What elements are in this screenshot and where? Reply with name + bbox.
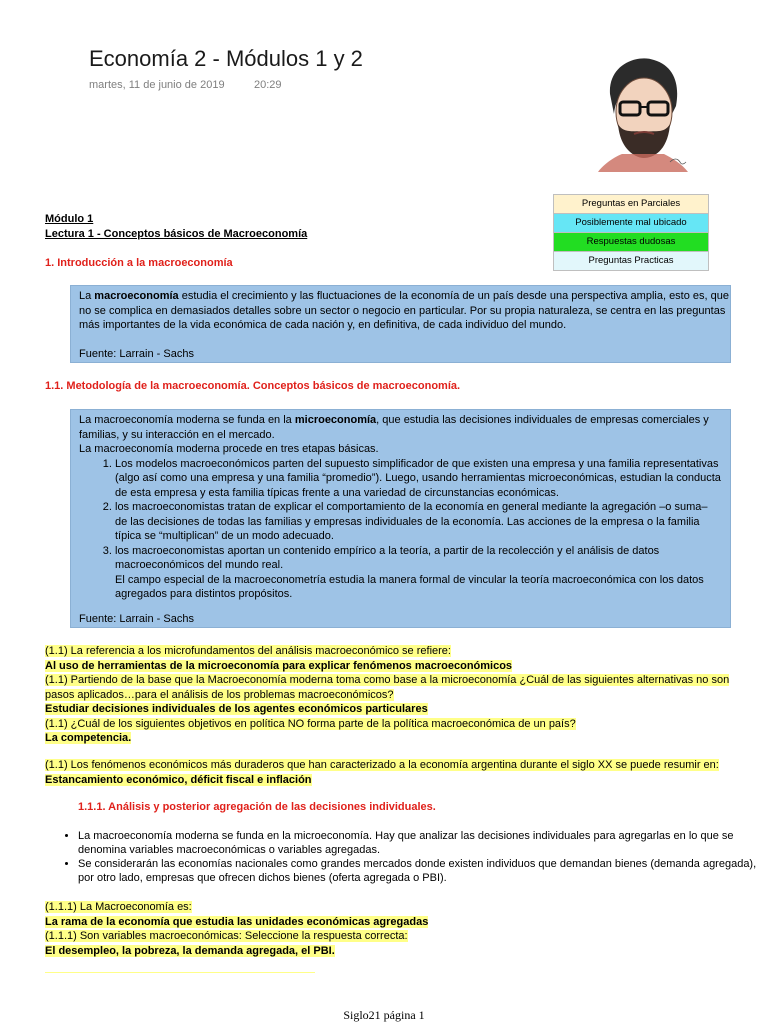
methodology-step-3-extra: El campo especial de la macroeconometría estudia la manera formal de vincular la teoría macroeconómica con los datos agregados para distintos propósitos. xyxy=(115,573,704,600)
answer-text: La rama de la economía que estudia las unidades económicas agregadas xyxy=(45,915,429,928)
intro-bold-term: macroeconomía xyxy=(94,290,179,302)
methodology-step: 1. Los modelos macroeconómicos parten del supuesto simplificador de que existen una empresa y una familia representativas (algo así como una empresa y una familia “promedio”). Luego, usando herramientas microeconómicas, estudian la conducta de esta empresa y esta familia típicas frente a una variedad de circunstancias económicas. xyxy=(115,457,722,501)
section-1-1-heading: 1.1. Metodología de la macroeconomía. Conceptos básicos de macroeconomía. xyxy=(45,380,461,392)
legend-table xyxy=(553,194,709,271)
methodology-steps-list xyxy=(79,457,722,602)
section-1-1-1-heading: 1.1.1. Análisis y posterior agregación de las decisiones individuales. xyxy=(78,801,436,813)
question-text: (1.1.1) La Macroeconomía es: xyxy=(45,901,192,913)
qa-block-3 xyxy=(45,900,745,958)
page-date: martes, 11 de junio de 2019 xyxy=(89,79,225,91)
legend-row-dudosas: Respuestas dudosas xyxy=(554,233,708,252)
page-footer: Siglo21 página 1 xyxy=(343,1008,425,1022)
intro-source: Fuente: Larrain - Sachs xyxy=(79,348,194,360)
qa-block-2 xyxy=(45,758,745,787)
lecture-title: Lectura 1 - Conceptos básicos de Macroeconomía xyxy=(45,228,308,240)
legend-row-mal-ubicado: Posiblemente mal ubicado xyxy=(554,214,708,233)
intro-text: estudia el crecimiento y las fluctuaciones de la economía de un país desde una perspectiva amplia, esto es, que no se complica en demasiados detalles sobre un sector o negocio en particular. Por su propia naturaleza, se centra en las preguntas más importantes de la vida económica de cada nación y, en definitiva, de cada individuo del mundo. xyxy=(79,290,729,331)
question-text: (1.1) ¿Cuál de los siguientes objetivos en política NO forma parte de la política macroeconómica de un país? xyxy=(45,717,576,730)
bullet-item: • Se considerarán las economías nacionales como grandes mercados donde existen individuos que demandan bienes (demanda agregada), por otro lado, empresas que ofrecen dichos bienes (oferta agregada o PBI). xyxy=(78,857,768,885)
bullet-item: • La macroeconomía moderna se funda en la microeconomía. Hay que analizar las decisiones individuales para agregarlas en lo que se denomina variables macroeconómicas o variables agregadas. xyxy=(78,829,768,857)
legend-row-practicas: Preguntas Practicas xyxy=(554,252,708,270)
page-title: Economía 2 - Módulos 1 y 2 xyxy=(89,46,363,71)
module-title: Módulo 1 xyxy=(45,213,94,225)
methodology-source: Fuente: Larrain - Sachs xyxy=(79,612,194,625)
portrait-sketch-image xyxy=(592,54,692,172)
page-time: 20:29 xyxy=(254,79,282,91)
methodology-step: 2. los macroeconomistas tratan de explicar el comportamiento de la economía en general mediante la agregación –o suma– de las decisiones de todas las familias y empresas individuales de la economía. Las acciones de la empresa o la familia típica se “multiplican” de un modo adecuado. xyxy=(115,500,722,544)
legend-row-parciales: Preguntas en Parciales xyxy=(554,195,708,214)
question-text: (1.1) Los fenómenos económicos más duraderos que han caracterizado a la economía argentina durante el siglo XX se puede resumir en: xyxy=(45,759,719,771)
highlight-divider xyxy=(45,972,315,973)
qa-block-1 xyxy=(45,644,745,746)
methodology-step xyxy=(115,544,722,602)
answer-text: La competencia. xyxy=(45,732,132,744)
question-text: (1.1) Partiendo de la base que la Macroeconomía moderna toma como base a la microeconomía ¿Cuál de las siguientes alternativas no son pasos aplicados…para el análisis de los problemas macroeconómicos? xyxy=(45,674,730,701)
intro-pre: La xyxy=(79,290,95,302)
question-text: (1.1) La referencia a los microfundamentos del análisis macroeconómico se refiere: xyxy=(45,645,451,657)
answer-text: El desempleo, la pobreza, la demanda agregada, el PBI. xyxy=(45,944,335,957)
section-1-1-1-bullets xyxy=(62,829,768,885)
methodology-p1-pre: La macroeconomía moderna se funda en la xyxy=(79,414,295,426)
answer-text: Al uso de herramientas de la microeconomía para explicar fenómenos macroeconómicos xyxy=(45,659,513,672)
methodology-bold-term: microeconomía xyxy=(294,414,377,426)
answer-text: Estancamiento económico, déficit fiscal e inflación xyxy=(45,773,312,786)
section-1-heading: 1. Introducción a la macroeconomía xyxy=(45,257,233,269)
intro-paragraph xyxy=(79,289,730,333)
methodology-paragraph-1 xyxy=(79,413,722,442)
methodology-paragraph-2: La macroeconomía moderna procede en tres etapas básicas. xyxy=(79,443,379,455)
methodology-p1-post: , que estudia las decisiones individuales de empresas comerciales y familias, y su interacción en el mercado. xyxy=(79,414,709,441)
methodology-quote-box xyxy=(70,409,731,628)
methodology-step-3-text: los macroeconomistas aportan un contenido empírico a la teoría, a partir de la recolección y el análisis de datos macroeconómicos del mundo real. xyxy=(115,544,660,571)
intro-quote-box xyxy=(70,285,731,363)
question-text: (1.1.1) Son variables macroeconómicas: Seleccione la respuesta correcta: xyxy=(45,930,408,942)
answer-text: Estudiar decisiones individuales de los agentes económicos particulares xyxy=(45,703,428,715)
